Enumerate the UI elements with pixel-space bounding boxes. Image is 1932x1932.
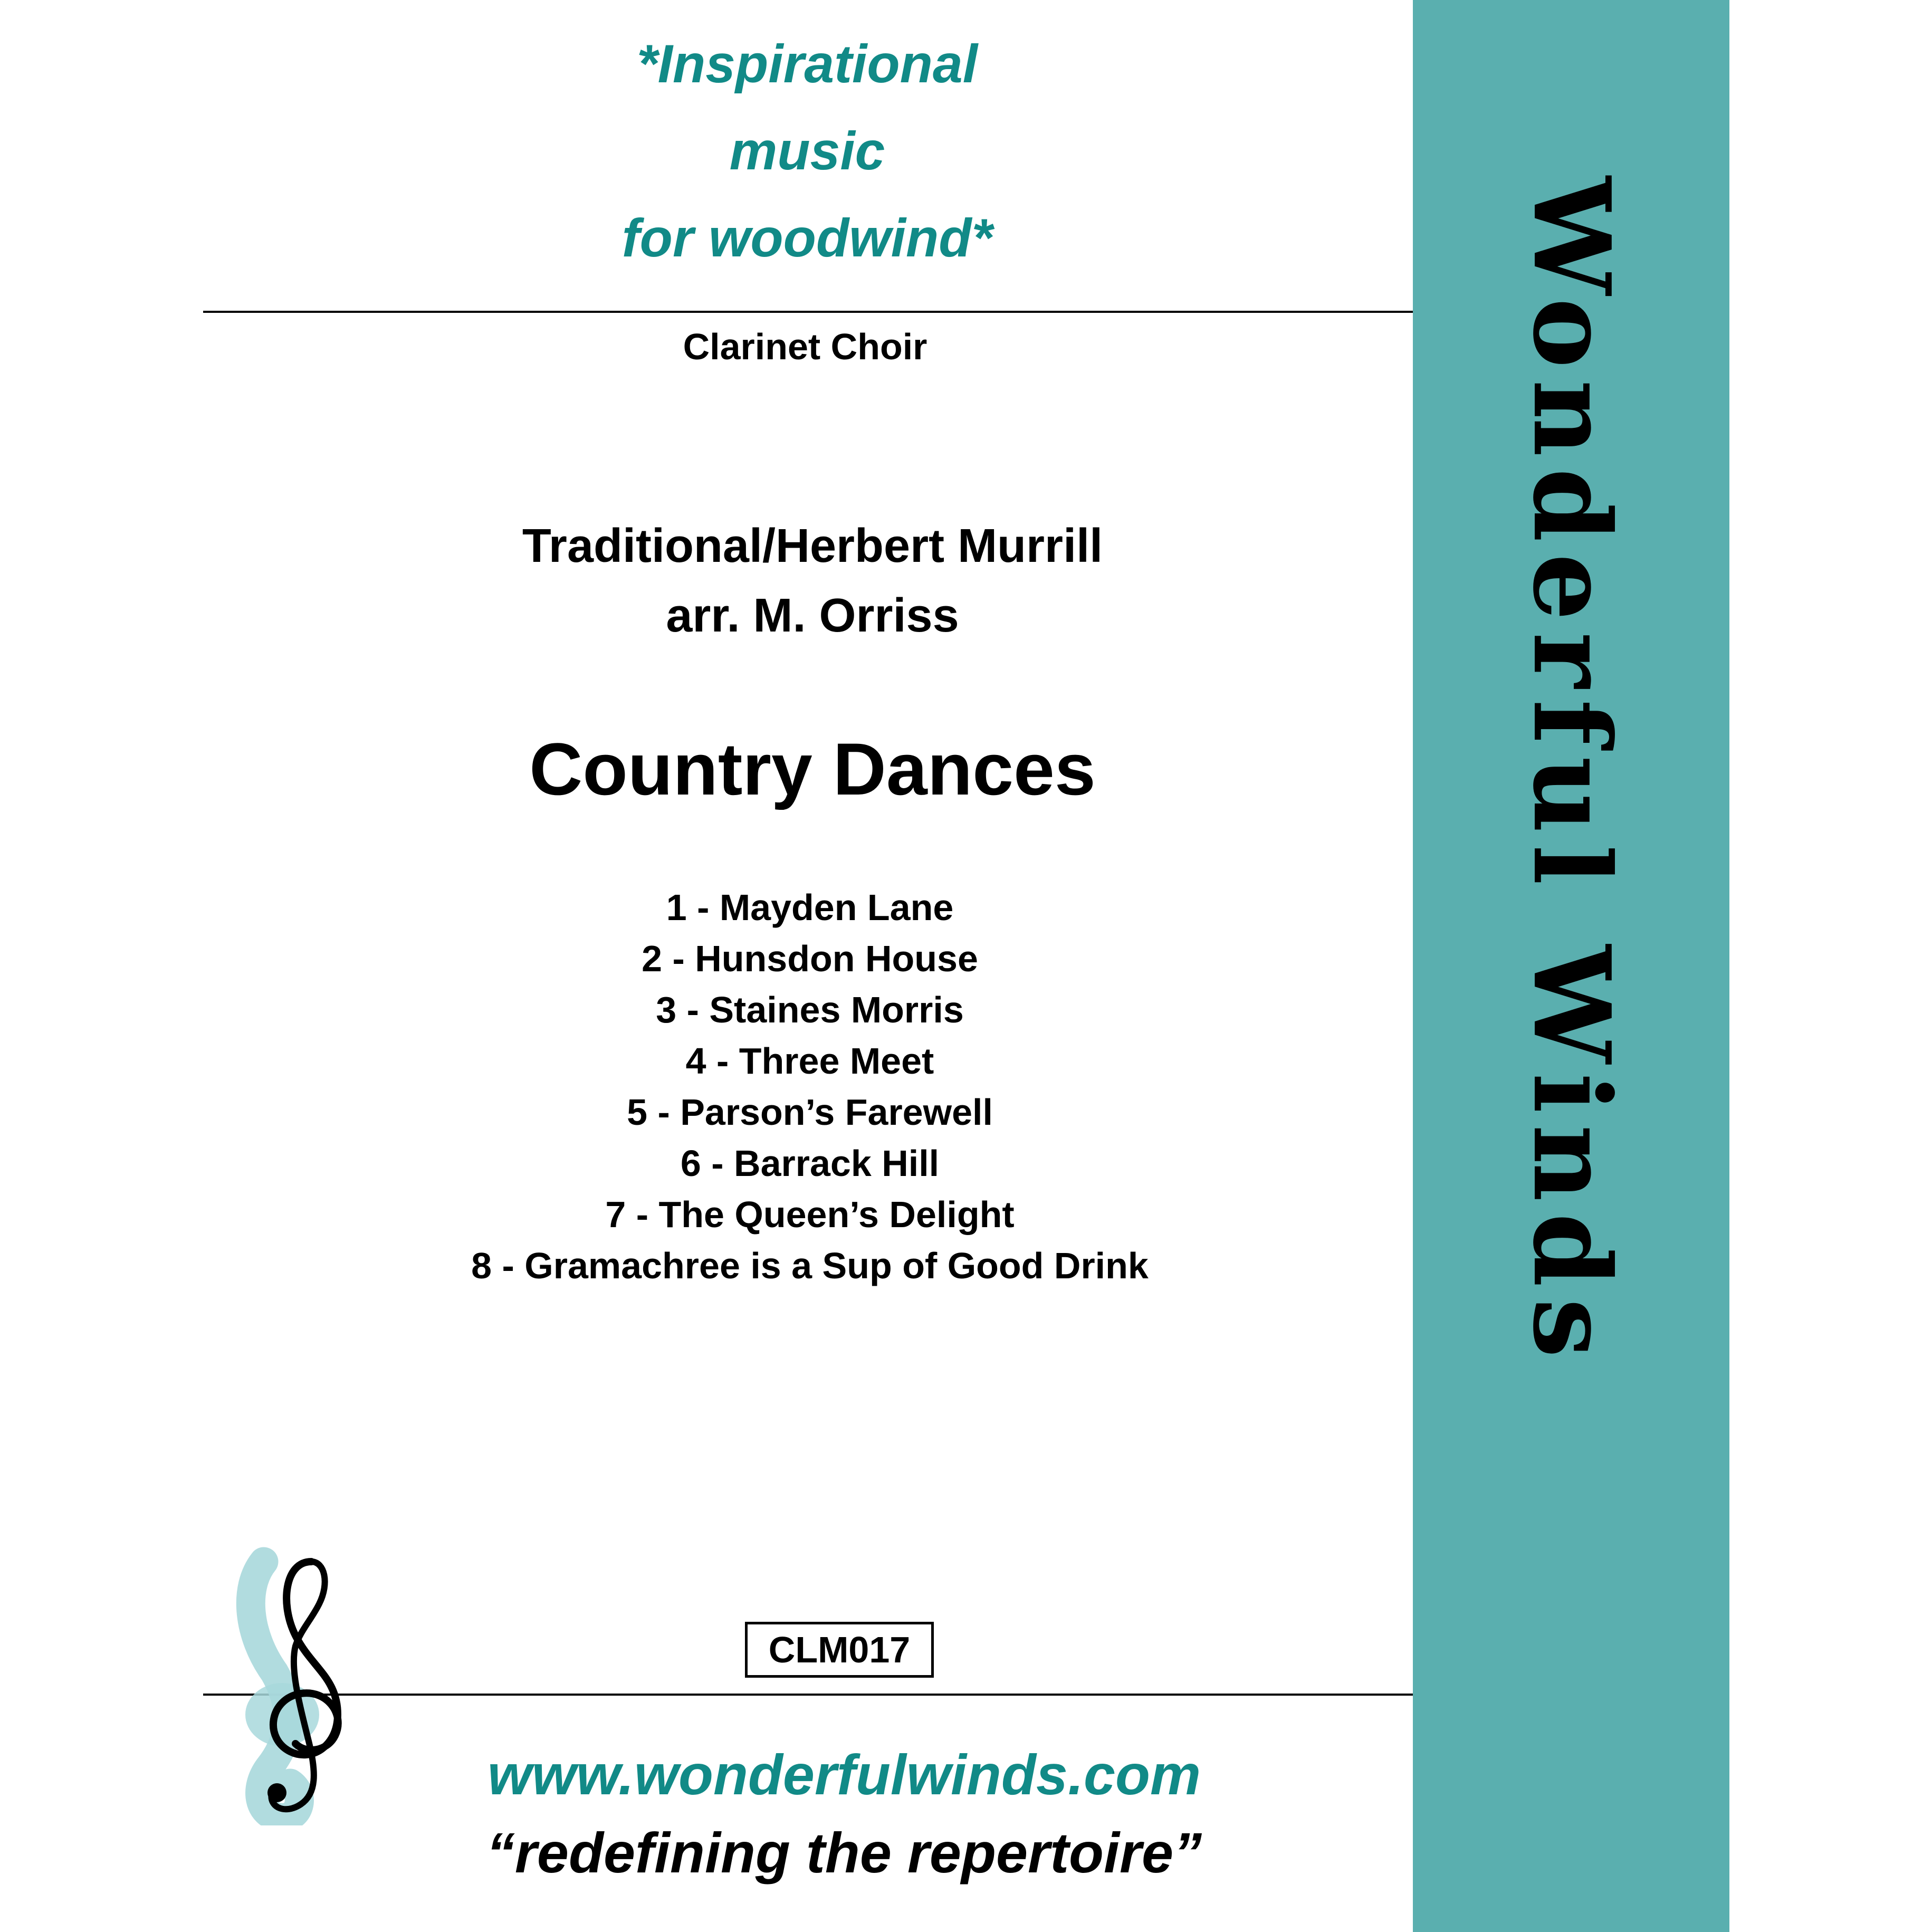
composer-credit: Traditional/Herbert Murrill bbox=[522, 520, 1103, 572]
catalog-number: CLM017 bbox=[768, 1629, 911, 1670]
movement-item: 6 - Barrack Hill bbox=[680, 1143, 940, 1184]
brand-name: Wonderful Winds bbox=[1509, 176, 1633, 1370]
website-link[interactable]: www.wonderfulwinds.com bbox=[487, 1743, 1201, 1806]
movement-list bbox=[0, 882, 1620, 1292]
catalog-number-badge bbox=[745, 1622, 934, 1678]
slogan: “redefining the repertoire” bbox=[486, 1821, 1202, 1885]
tagline-line-3: for woodwind* bbox=[621, 208, 993, 268]
movement-item: 5 - Parson’s Farewell bbox=[627, 1092, 993, 1133]
brand-side-band bbox=[1413, 0, 1729, 1932]
bottom-divider bbox=[203, 1694, 1413, 1696]
arranger-credit: arr. M. Orriss bbox=[666, 589, 959, 642]
movement-item: 4 - Three Meet bbox=[685, 1040, 934, 1082]
movement-item: 7 - The Queen’s Delight bbox=[605, 1194, 1015, 1235]
top-divider bbox=[203, 311, 1413, 313]
tagline-line-1: *Inspirational bbox=[636, 34, 978, 94]
ensemble-label: Clarinet Choir bbox=[683, 326, 927, 367]
movement-item: 1 - Mayden Lane bbox=[666, 887, 954, 928]
tagline-line-2: music bbox=[729, 121, 885, 181]
movement-item: 8 - Gramachree is a Sup of Good Drink bbox=[471, 1245, 1149, 1286]
movement-item: 3 - Staines Morris bbox=[656, 989, 964, 1030]
movement-item: 2 - Hunsdon House bbox=[642, 938, 978, 979]
work-title: Country Dances bbox=[529, 728, 1096, 810]
